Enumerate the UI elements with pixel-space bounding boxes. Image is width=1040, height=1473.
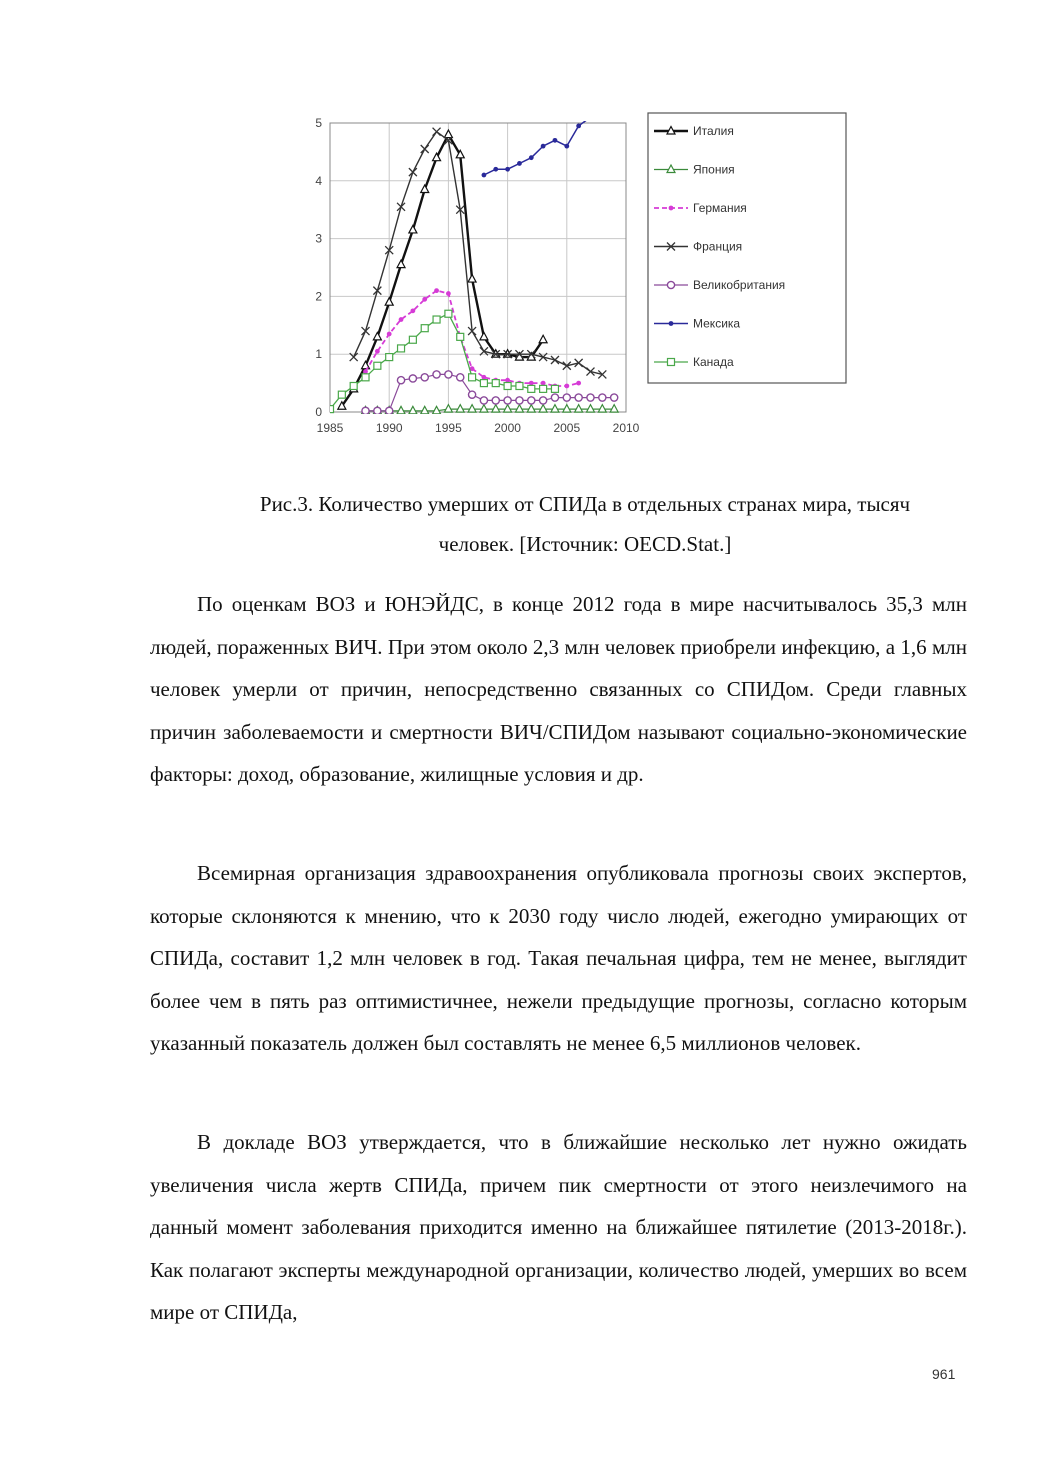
series-4-point-6 <box>433 371 440 378</box>
series-6-point-2 <box>350 382 357 389</box>
series-6-point-12 <box>469 374 476 381</box>
series-1-point-8 <box>456 405 464 413</box>
figure-caption <box>150 484 1020 564</box>
series-6-point-3 <box>362 374 369 381</box>
series-6-point-0 <box>327 406 334 413</box>
series-0-point-5 <box>397 260 405 268</box>
series-5-point-3 <box>517 161 522 166</box>
series-4-point-9 <box>468 391 475 398</box>
series-1-point-12 <box>504 405 512 413</box>
series-6-point-4 <box>374 362 381 369</box>
series-4-point-19 <box>587 394 594 401</box>
series-2-point-6 <box>434 288 439 293</box>
legend-marker-2 <box>669 206 674 211</box>
series-1-point-7 <box>444 405 452 413</box>
series-4-point-21 <box>611 394 618 401</box>
series-2-point-15 <box>541 381 546 386</box>
series-1-point-3 <box>397 406 405 414</box>
y-tick-label-2: 2 <box>315 289 322 304</box>
series-4-point-1 <box>374 407 381 414</box>
y-tick-label-4: 4 <box>315 173 322 188</box>
series-1-point-4 <box>409 406 417 414</box>
series-1-point-21 <box>610 405 618 413</box>
series-3 <box>350 128 607 379</box>
series-6-point-6 <box>398 345 405 352</box>
series-6-point-1 <box>338 391 345 398</box>
series-2-point-12 <box>505 378 510 383</box>
series-4-point-17 <box>563 394 570 401</box>
series-1-point-13 <box>515 405 523 413</box>
series-1-point-20 <box>598 405 606 413</box>
series-6-point-9 <box>433 316 440 323</box>
series-4-point-18 <box>575 394 582 401</box>
series-0-point-9 <box>444 130 452 138</box>
series-2-point-14 <box>529 381 534 386</box>
series-2-point-17 <box>564 384 569 389</box>
series-2-point-1 <box>375 349 380 354</box>
chart-legend <box>648 113 846 383</box>
series-line-6 <box>330 314 555 409</box>
series-6-point-14 <box>492 380 499 387</box>
y-tick-label-0: 0 <box>315 405 322 419</box>
series-0-point-7 <box>421 185 429 193</box>
series-4-point-7 <box>445 371 452 378</box>
series-5-point-4 <box>529 155 534 160</box>
series-4-point-15 <box>540 397 547 404</box>
caption-line-2: человек. [Источник: OECD.Stat.] <box>438 532 732 556</box>
series-4-point-5 <box>421 374 428 381</box>
series-4-point-13 <box>516 397 523 404</box>
series-1-point-10 <box>480 405 488 413</box>
series-1-point-11 <box>492 405 500 413</box>
series-4-point-8 <box>457 374 464 381</box>
paragraph-1: По оценкам ВОЗ и ЮНЭЙДС, в конце 2012 года в мире насчитывалось 35,3 млн людей, пораженных ВИЧ. При этом около 2,3 млн человек приобрели инфекцию, а 1,6 млн человек умерли от причин, непосредственно связанных со СПИДом. Среди главных причин заболеваемости и смертности ВИЧ/СПИДом называют социально-экономические факторы: доход, образование, жилищные условия и др. <box>150 592 967 786</box>
x-tick-label-1995: 1995 <box>435 421 462 435</box>
series-line-2 <box>366 291 579 386</box>
figure-chart <box>300 108 860 458</box>
series-4-point-0 <box>362 407 369 414</box>
paragraph-3: В докладе ВОЗ утверждается, что в ближайшие несколько лет нужно ожидать увеличения числа жертв СПИДа, причем пик смертности от этого неизлечимого на данный момент заболевания приходится именно на ближайшее пятилетие (2013-2018г.). Как полагают эксперты международной организации, количество людей, умерших во всем мире от СПИДа, <box>150 1130 967 1324</box>
series-4-point-20 <box>599 394 606 401</box>
series-3-point-1 <box>362 327 370 335</box>
series-3-point-2 <box>373 287 381 295</box>
line-chart <box>300 108 860 458</box>
series-6-point-11 <box>457 333 464 340</box>
legend-label-1: Япония <box>693 162 735 177</box>
series-6-point-5 <box>386 354 393 361</box>
series-3-point-5 <box>409 168 417 176</box>
series-line-3 <box>354 132 603 375</box>
series-3-point-7 <box>433 128 441 136</box>
series-2-point-10 <box>482 375 487 380</box>
y-tick-label-1: 1 <box>315 347 322 362</box>
series-1-point-14 <box>527 405 535 413</box>
series-4-point-14 <box>528 397 535 404</box>
legend-box <box>648 113 846 383</box>
series-3-point-6 <box>421 145 429 153</box>
series-4-point-10 <box>480 397 487 404</box>
y-tick-label-5: 5 <box>315 116 322 130</box>
series-2-point-7 <box>446 291 451 296</box>
legend-label-3: Франция <box>693 239 743 254</box>
legend-label-4: Великобритания <box>693 278 786 292</box>
series-0-point-12 <box>480 332 488 340</box>
series-6 <box>327 310 559 412</box>
series-4-point-12 <box>504 397 511 404</box>
series-1-point-5 <box>421 406 429 414</box>
series-2-point-4 <box>410 308 415 313</box>
legend-label-2: Германия <box>693 201 747 215</box>
series-6-point-17 <box>528 385 535 392</box>
series-line-0 <box>342 135 543 407</box>
series-5-point-6 <box>553 138 558 143</box>
series-2-point-3 <box>399 317 404 322</box>
series-5-point-7 <box>564 144 569 149</box>
series-6-point-10 <box>445 310 452 317</box>
chart-series <box>327 108 619 414</box>
x-tick-label-2005: 2005 <box>553 421 581 435</box>
series-0 <box>338 130 547 409</box>
series-0-point-17 <box>539 335 547 343</box>
legend-marker-6 <box>668 359 675 366</box>
legend-marker-5 <box>669 321 674 326</box>
series-1-point-17 <box>563 405 571 413</box>
series-2-point-5 <box>422 297 427 302</box>
series-1-point-16 <box>551 405 559 413</box>
series-5-point-2 <box>505 167 510 172</box>
series-6-point-13 <box>480 380 487 387</box>
series-4-point-4 <box>409 375 416 382</box>
series-6-point-18 <box>540 385 547 392</box>
series-2-point-18 <box>576 381 581 386</box>
series-6-point-8 <box>421 325 428 332</box>
x-tick-label-2010: 2010 <box>612 421 640 435</box>
series-0-point-3 <box>373 332 381 340</box>
series-4-point-16 <box>551 394 558 401</box>
series-3-point-4 <box>397 203 405 211</box>
caption-line-1: Рис.3. Количество умерших от СПИДа в отдельных странах мира, тысяч <box>259 492 911 516</box>
series-4-point-2 <box>386 407 393 414</box>
series-1-point-9 <box>468 405 476 413</box>
series-0-point-6 <box>409 225 417 233</box>
series-6-point-16 <box>516 382 523 389</box>
series-6-point-15 <box>504 382 511 389</box>
legend-marker-4 <box>667 281 674 288</box>
series-line-5 <box>484 108 602 175</box>
series-5-point-8 <box>576 123 581 128</box>
series-2-point-0 <box>363 369 368 374</box>
x-tick-label-2000: 2000 <box>494 421 521 435</box>
series-4-point-11 <box>492 397 499 404</box>
series-1-point-18 <box>575 405 583 413</box>
legend-label-5: Мексика <box>693 316 741 331</box>
series-0-point-4 <box>385 298 393 306</box>
legend-label-0: Италия <box>693 124 734 138</box>
series-1-point-19 <box>586 405 594 413</box>
series-6-point-7 <box>409 336 416 343</box>
series-5 <box>482 108 605 177</box>
x-tick-label-1990: 1990 <box>375 421 403 435</box>
chart-axes <box>315 116 639 435</box>
series-5-point-0 <box>482 173 487 178</box>
x-tick-label-1985: 1985 <box>316 421 344 435</box>
series-1-point-15 <box>539 405 547 413</box>
series-4-point-3 <box>397 377 404 384</box>
series-5-point-9 <box>588 115 593 120</box>
page-number: 961 <box>932 1366 956 1382</box>
y-tick-label-3: 3 <box>315 231 322 246</box>
legend-label-6: Канада <box>693 355 734 369</box>
series-6-point-19 <box>551 385 558 392</box>
series-0-point-11 <box>468 275 476 283</box>
series-5-point-1 <box>493 167 498 172</box>
paragraph-2: Всемирная организация здравоохранения опубликовала прогнозы своих экспертов, которые склоняются к мнению, что к 2030 году число людей, ежегодно умирающих от СПИДа, составит 1,2 млн человек в год. Такая печальная цифра, тем не менее, выглядит более чем в пять раз оптимистичнее, нежели предыдущие прогнозы, согласно которым указанный показатель должен был составлять не менее 6,5 миллионов человек. <box>150 861 967 1055</box>
series-2-point-2 <box>387 332 392 337</box>
series-5-point-5 <box>541 144 546 149</box>
